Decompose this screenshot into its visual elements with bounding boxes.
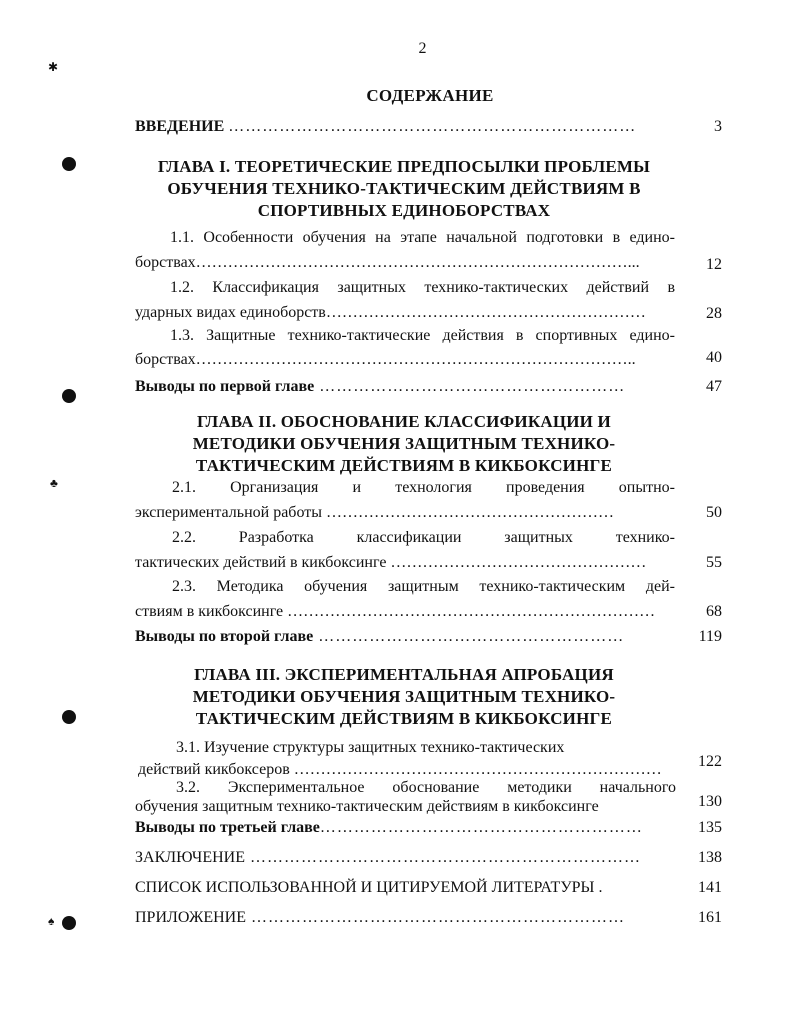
toc-2-3-page: 68 xyxy=(706,603,722,620)
punch-hole-1 xyxy=(62,157,76,171)
scan-speck-1: ✱ xyxy=(48,60,59,74)
toc-1-3-line1: 1.3. Защитные технико-тактические действия в спортивных едино- xyxy=(170,327,675,344)
chapter2-heading-line2: МЕТОДИКИ ОБУЧЕНИЯ ЗАЩИТНЫМ ТЕХНИКО- xyxy=(192,434,616,453)
toc-chapter1-conclusions-page: 47 xyxy=(706,378,722,395)
toc-appendix-label: ПРИЛОЖЕНИЕ xyxy=(135,909,247,926)
toc-appendix xyxy=(135,908,675,928)
toc-conclusion-page: 138 xyxy=(698,849,722,866)
toc-1-2-page: 28 xyxy=(706,305,722,322)
toc-appendix-dots: ………………………………………………………… xyxy=(246,909,626,926)
chapter1-conclusions-label: Выводы по первой главе xyxy=(135,378,315,395)
chapter2-conclusions-dots: ……………………………………………… xyxy=(313,628,625,645)
toc-3-2-line1: 3.2. Экспериментальное обоснование методики начального xyxy=(176,779,676,796)
toc-2-3-line2: ствиям в кикбоксинге …………………………………………………………… xyxy=(135,603,656,620)
toc-2-2-line1: 2.2. Разработка классификации защитных технико- xyxy=(172,529,675,546)
toc-references-page: 141 xyxy=(698,879,722,896)
toc-chapter1-conclusions xyxy=(135,377,675,397)
toc-2-1-line1: 2.1. Организация и технология проведения опытно- xyxy=(172,479,675,496)
toc-1-2-line2: ударных видах единоборств…………………………………………………… xyxy=(135,304,646,321)
chapter2-conclusions-label: Выводы по второй главе xyxy=(135,628,314,645)
toc-appendix-page: 161 xyxy=(698,909,722,926)
page-title: СОДЕРЖАНИЕ xyxy=(366,86,494,105)
toc-conclusion-dots: …………………………………………………………… xyxy=(244,849,641,866)
toc-chapter2-conclusions-page: 119 xyxy=(698,628,722,645)
toc-1-1-line1: 1.1. Особенности обучения на этапе начальной подготовки в едино- xyxy=(170,229,675,246)
chapter3-conclusions-label: Выводы по третьей главе xyxy=(135,819,320,836)
toc-3-2-page: 130 xyxy=(698,793,722,810)
punch-hole-2 xyxy=(62,389,76,403)
punch-hole-3 xyxy=(62,710,76,724)
toc-3-1-line1: 3.1. Изучение структуры защитных технико-тактических xyxy=(176,739,565,756)
scan-speck-2: ♣ xyxy=(50,476,58,490)
chapter1-heading-line1: ГЛАВА I. ТЕОРЕТИЧЕСКИЕ ПРЕДПОСЫЛКИ ПРОБЛЕМЫ xyxy=(157,157,651,176)
toc-1-1-page: 12 xyxy=(706,256,722,273)
toc-intro-dots: ……………………………………………………………… xyxy=(228,118,637,135)
toc-conclusion xyxy=(135,848,675,868)
toc-2-3-line1: 2.3. Методика обучения защитным технико-тактическим дей- xyxy=(172,578,675,595)
chapter2-heading xyxy=(135,411,673,477)
toc-chapter2-conclusions xyxy=(135,627,675,647)
chapter3-heading xyxy=(135,664,673,730)
toc-references: СПИСОК ИСПОЛЬЗОВАННОЙ И ЦИТИРУЕМОЙ ЛИТЕРАТУРЫ . xyxy=(135,879,603,896)
toc-conclusion-label: ЗАКЛЮЧЕНИЕ xyxy=(135,849,245,866)
toc-chapter3-conclusions-page: 135 xyxy=(698,819,722,836)
toc-3-2-line2: обучения защитным технико-тактическим действиям в кикбоксинге xyxy=(135,798,599,815)
toc-intro-page: 3 xyxy=(714,118,722,135)
chapter3-heading-line2: МЕТОДИКИ ОБУЧЕНИЯ ЗАЩИТНЫМ ТЕХНИКО- xyxy=(192,687,616,706)
toc-2-2-line2: тактических действий в кикбоксинге ………………………………………… xyxy=(135,554,647,571)
page-number: 2 xyxy=(418,40,427,57)
toc-1-1-line2: борствах………………………………………………………………………... xyxy=(135,254,640,271)
toc-1-3-line2: борствах……………………………………………………………………….. xyxy=(135,351,636,368)
toc-2-1-page: 50 xyxy=(706,504,722,521)
scan-speck-3: ♠ xyxy=(48,914,55,928)
chapter2-heading-line1: ГЛАВА II. ОБОСНОВАНИЕ КЛАССИФИКАЦИИ И xyxy=(197,412,611,431)
chapter1-heading xyxy=(135,156,673,222)
toc-intro-label: ВВЕДЕНИЕ xyxy=(135,118,225,135)
punch-hole-4 xyxy=(62,916,76,930)
chapter3-conclusions-dots: ………………………………………………… xyxy=(319,819,643,836)
toc-2-1-line2: экспериментальной работы ……………………………………………… xyxy=(135,504,614,521)
toc-3-1-line2: действий кикбоксеров …………………………………………………………… xyxy=(138,761,662,778)
toc-1-2-line1: 1.2. Классификация защитных технико-тактических действий в xyxy=(170,279,675,296)
toc-3-1-page: 122 xyxy=(698,753,722,770)
toc-1-3-page: 40 xyxy=(706,349,722,366)
toc-chapter3-conclusions xyxy=(135,818,675,838)
chapter2-heading-line3: ТАКТИЧЕСКИМ ДЕЙСТВИЯМ В КИКБОКСИНГЕ xyxy=(195,456,613,475)
chapter1-heading-line2: ОБУЧЕНИЯ ТЕХНИКО-ТАКТИЧЕСКИМ ДЕЙСТВИЯМ В xyxy=(167,179,641,198)
toc-2-2-page: 55 xyxy=(706,554,722,571)
toc-intro xyxy=(135,117,675,137)
chapter1-conclusions-dots: ……………………………………………… xyxy=(314,378,626,395)
chapter3-heading-line1: ГЛАВА III. ЭКСПЕРИМЕНТАЛЬНАЯ АПРОБАЦИЯ xyxy=(194,665,614,684)
chapter1-heading-line3: СПОРТИВНЫХ ЕДИНОБОРСТВАХ xyxy=(257,201,551,220)
chapter3-heading-line3: ТАКТИЧЕСКИМ ДЕЙСТВИЯМ В КИКБОКСИНГЕ xyxy=(195,709,613,728)
